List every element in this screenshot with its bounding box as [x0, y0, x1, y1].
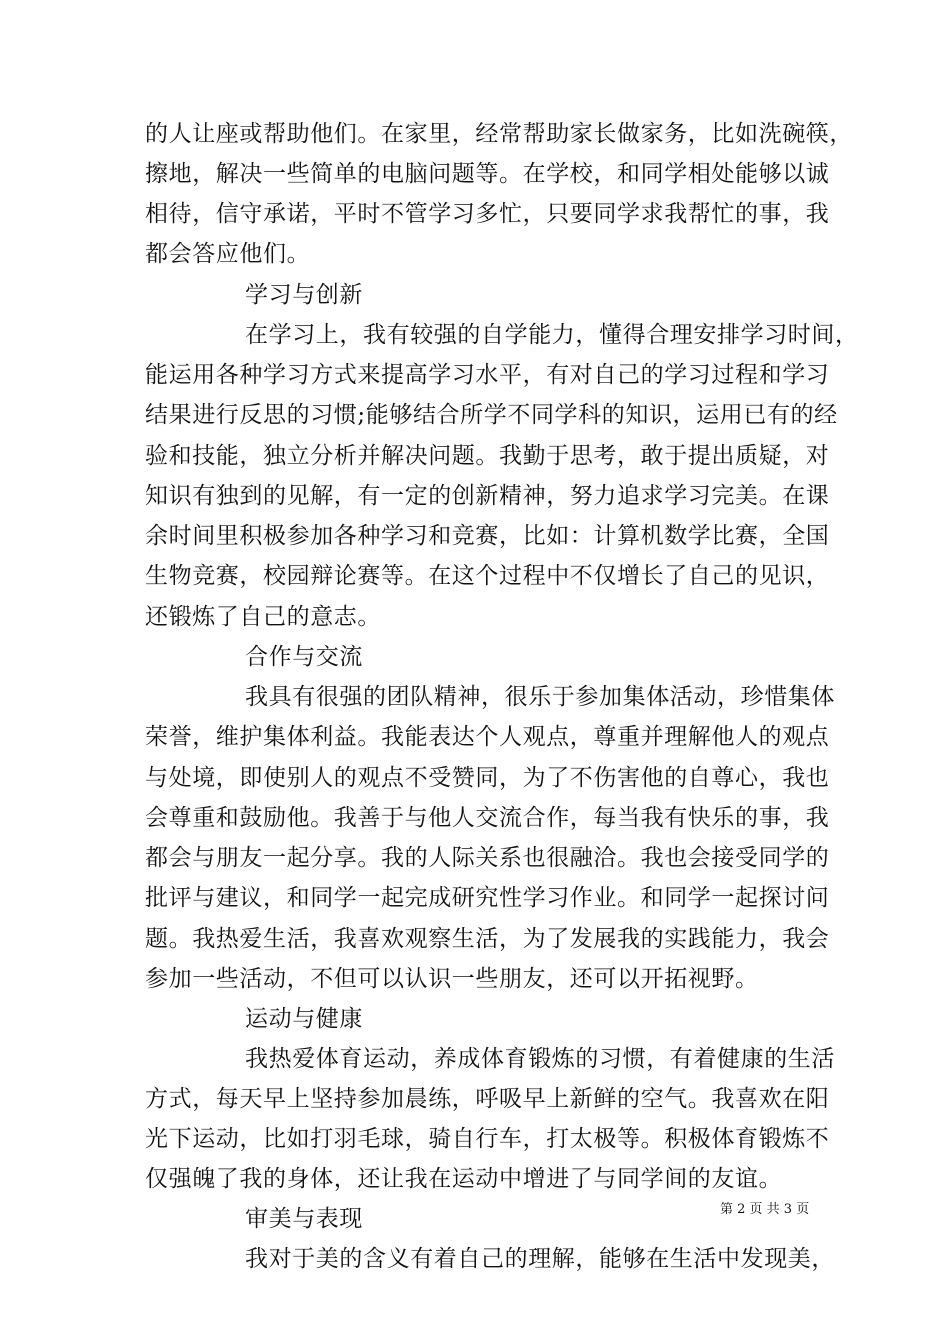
- paragraph-line: 荣誉，维护集体利益。我能表达个人观点，尊重并理解他人的观点: [145, 724, 830, 750]
- paragraph-line: 余时间里积极参加各种学习和竞赛，比如：计算机数学比赛，全国: [145, 523, 830, 549]
- paragraph-line: 都会与朋友一起分享。我的人际关系也很融洽。我也会接受同学的: [145, 845, 830, 871]
- paragraph-line: 都会答应他们。: [145, 241, 311, 267]
- section-heading: 审美与表现: [245, 1206, 363, 1232]
- paragraph-line: 还锻炼了自己的意志。: [145, 604, 381, 630]
- paragraph-line: 生物竞赛，校园辩论赛等。在这个过程中不仅增长了自己的见识，: [145, 563, 830, 589]
- paragraph-line: 我热爱体育运动，养成体育锻炼的习惯，有着健康的生活: [245, 1046, 835, 1072]
- paragraph-line: 题。我热爱生活，我喜欢观察生活，为了发展我的实践能力，我会: [145, 926, 830, 952]
- paragraph-line: 相待，信守承诺，平时不管学习多忙，只要同学求我帮忙的事，我: [145, 201, 830, 227]
- paragraph-line: 结果进行反思的习惯;能够结合所学不同学科的知识，运用已有的经: [145, 402, 838, 428]
- paragraph-line: 光下运动，比如打羽毛球，骑自行车，打太极等。积极体育锻炼不: [145, 1126, 830, 1152]
- paragraph-line: 方式，每天早上坚持参加晨练，呼吸早上新鲜的空气。我喜欢在阳: [145, 1086, 830, 1112]
- section-heading: 合作与交流: [245, 644, 363, 670]
- section-heading: 学习与创新: [245, 282, 363, 308]
- paragraph-line: 验和技能，独立分析并解决问题。我勤于思考，敢于提出质疑，对: [145, 443, 830, 469]
- paragraph-line: 在学习上，我有较强的自学能力，懂得合理安排学习时间，: [245, 322, 859, 348]
- paragraph-line: 的人让座或帮助他们。在家里，经常帮助家长做家务，比如洗碗筷，: [145, 121, 853, 147]
- paragraph-line: 仅强魄了我的身体，还让我在运动中增进了与同学间的友谊。: [145, 1166, 783, 1192]
- paragraph-line: 知识有独到的见解，有一定的创新精神，努力追求学习完美。在课: [145, 483, 830, 509]
- page-number-footer: 第 2 页 共 3 页: [720, 1202, 810, 1217]
- paragraph-line: 能运用各种学习方式来提高学习水平，有对自己的学习过程和学习: [145, 362, 830, 388]
- section-heading: 运动与健康: [245, 1006, 363, 1032]
- paragraph-line: 参加一些活动，不但可以认识一些朋友，还可以开拓视野。: [145, 966, 759, 992]
- paragraph-line: 我具有很强的团队精神，很乐于参加集体活动，珍惜集体: [245, 684, 835, 710]
- paragraph-line: 我对于美的含义有着自己的理解，能够在生活中发现美，: [245, 1246, 835, 1272]
- paragraph-line: 与处境，即使别人的观点不受赞同，为了不伤害他的自尊心，我也: [145, 765, 830, 791]
- paragraph-line: 擦地，解决一些简单的电脑问题等。在学校，和同学相处能够以诚: [145, 161, 830, 187]
- paragraph-line: 会尊重和鼓励他。我善于与他人交流合作，每当我有快乐的事，我: [145, 805, 830, 831]
- paragraph-line: 批评与建议，和同学一起完成研究性学习作业。和同学一起探讨问: [145, 885, 830, 911]
